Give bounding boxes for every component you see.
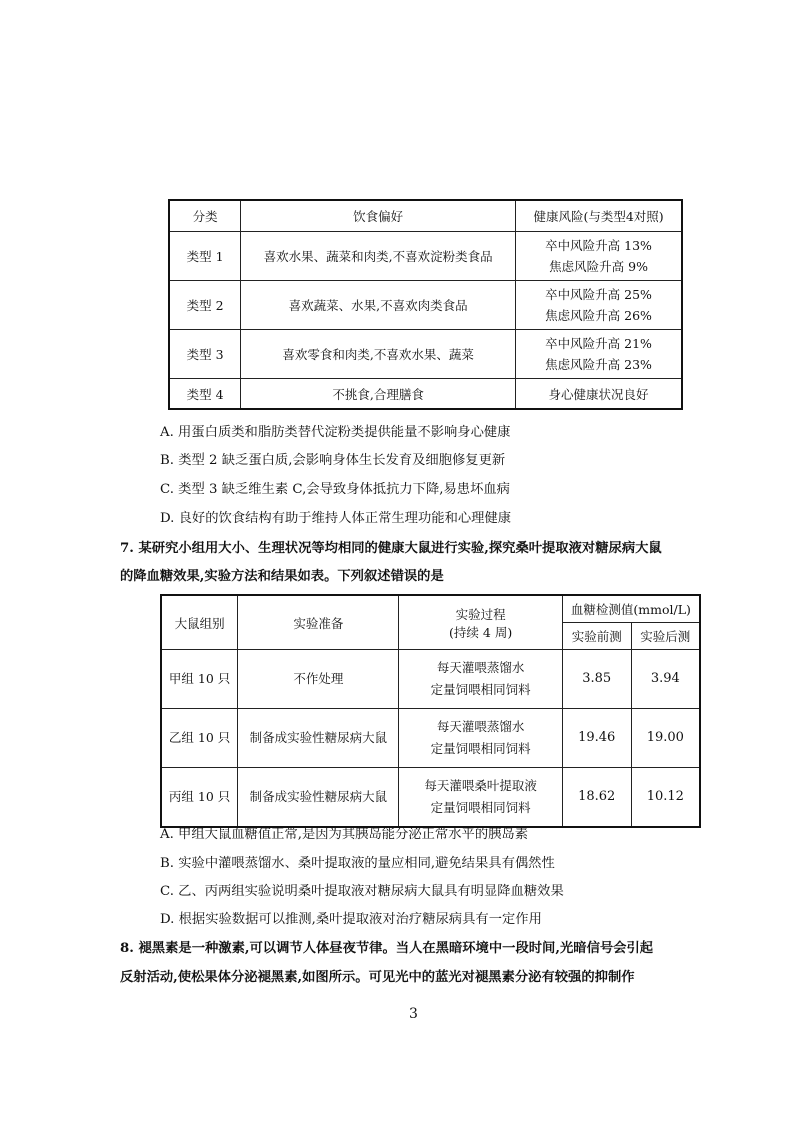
- risk-line: 卒中风险升高 25%: [545, 287, 652, 302]
- q8-stem-line1: 8. 褪黑素是一种激素,可以调节人体昼夜节律。当人在黑暗环境中一段时间,光暗信号会引起: [120, 941, 654, 956]
- table-row: [169, 281, 682, 330]
- table2-header-blood: 血糖检测值(mmol/L): [562, 595, 700, 623]
- process-duration: (持续 4 周): [449, 624, 513, 640]
- process-line: 每天灌喂蒸馏水: [436, 719, 525, 734]
- table1-type: 类型 2: [169, 281, 241, 330]
- table2-header-process: [399, 595, 562, 650]
- process-line: 定量饲喂相同饲料: [430, 800, 531, 815]
- process-line: 每天灌喂桑叶提取液: [424, 778, 537, 793]
- process-title: 实验过程: [455, 606, 506, 622]
- q7-option-c: C. 乙、丙两组实验说明桑叶提取液对糖尿病大鼠具有明显降血糖效果: [160, 884, 564, 899]
- table2-group: 乙组 10 只: [161, 709, 238, 768]
- table1-risk: 身心健康状况良好: [516, 379, 682, 410]
- process-line: 定量饲喂相同饲料: [430, 741, 531, 756]
- table1-risk: [516, 281, 682, 330]
- table1-header-risk: 健康风险(与类型4对照): [516, 200, 682, 232]
- page-number: 3: [409, 1006, 418, 1022]
- table1-type: 类型 4: [169, 379, 241, 410]
- table1-type: 类型 3: [169, 330, 241, 379]
- rat-experiment-table: [160, 594, 701, 828]
- table2-header-before: 实验前测: [562, 623, 631, 650]
- table2-group: 丙组 10 只: [161, 768, 238, 828]
- q7-option-b: B. 实验中灌喂蒸馏水、桑叶提取液的量应相同,避免结果具有偶然性: [160, 856, 555, 871]
- table-row: [161, 709, 700, 768]
- table2-after: 10.12: [631, 768, 700, 828]
- table1-header-category: 分类: [169, 200, 241, 232]
- table2-after: 3.94: [631, 650, 700, 709]
- table1-preference: 不挑食,合理膳食: [241, 379, 516, 410]
- table2-prep: 制备成实验性糖尿病大鼠: [238, 768, 399, 828]
- table1-preference: 喜欢水果、蔬菜和肉类,不喜欢淀粉类食品: [241, 232, 516, 281]
- q7-stem-line1: 7. 某研究小组用大小、生理状况等均相同的健康大鼠进行实验,探究桑叶提取液对糖尿病大鼠: [120, 541, 662, 556]
- q6-option-c: C. 类型 3 缺乏维生素 C,会导致身体抵抗力下降,易患坏血病: [160, 482, 510, 497]
- table2-before: 18.62: [562, 768, 631, 828]
- table1-header-preference: 饮食偏好: [241, 200, 516, 232]
- process-line: 定量饲喂相同饲料: [430, 682, 531, 697]
- table2-header-after: 实验后测: [631, 623, 700, 650]
- risk-line: 焦虑风险升高 23%: [545, 357, 652, 372]
- q6-option-a: A. 用蛋白质类和脂肪类替代淀粉类提供能量不影响身心健康: [160, 425, 511, 440]
- q7-option-a: A. 甲组大鼠血糖值正常,是因为其胰岛能分泌正常水平的胰岛素: [160, 827, 529, 842]
- risk-line: 卒中风险升高 13%: [545, 238, 652, 253]
- q7-option-d: D. 根据实验数据可以推测,桑叶提取液对治疗糖尿病具有一定作用: [160, 912, 542, 927]
- table2-header-prep: 实验准备: [238, 595, 399, 650]
- table1-risk: [516, 232, 682, 281]
- q6-option-b: B. 类型 2 缺乏蛋白质,会影响身体生长发育及细胞修复更新: [160, 453, 506, 468]
- table2-process: [399, 709, 562, 768]
- risk-line: 卒中风险升高 21%: [545, 336, 652, 351]
- table2-process: [399, 768, 562, 828]
- risk-line: 焦虑风险升高 26%: [545, 308, 652, 323]
- table1-preference: 喜欢零食和肉类,不喜欢水果、蔬菜: [241, 330, 516, 379]
- process-line: 每天灌喂蒸馏水: [436, 660, 525, 675]
- table2-prep: 制备成实验性糖尿病大鼠: [238, 709, 399, 768]
- table2-group: 甲组 10 只: [161, 650, 238, 709]
- q8-stem-line2: 反射活动,使松果体分泌褪黑素,如图所示。可见光中的蓝光对褪黑素分泌有较强的抑制作: [120, 970, 635, 985]
- table-row: [161, 650, 700, 709]
- table-row: [169, 379, 682, 410]
- table2-before: 3.85: [562, 650, 631, 709]
- table-row: [161, 768, 700, 828]
- table-row: [169, 330, 682, 379]
- table1-preference: 喜欢蔬菜、水果,不喜欢肉类食品: [241, 281, 516, 330]
- table1-type: 类型 1: [169, 232, 241, 281]
- table2-header-group: 大鼠组别: [161, 595, 238, 650]
- table-row: [169, 232, 682, 281]
- table2-before: 19.46: [562, 709, 631, 768]
- q7-stem-line2: 的降血糖效果,实验方法和结果如表。下列叙述错误的是: [120, 569, 444, 584]
- q6-option-d: D. 良好的饮食结构有助于维持人体正常生理功能和心理健康: [160, 511, 512, 526]
- table2-process: [399, 650, 562, 709]
- table2-prep: 不作处理: [238, 650, 399, 709]
- table1-risk: [516, 330, 682, 379]
- table2-after: 19.00: [631, 709, 700, 768]
- diet-risk-table: [168, 199, 683, 410]
- risk-line: 焦虑风险升高 9%: [549, 259, 648, 274]
